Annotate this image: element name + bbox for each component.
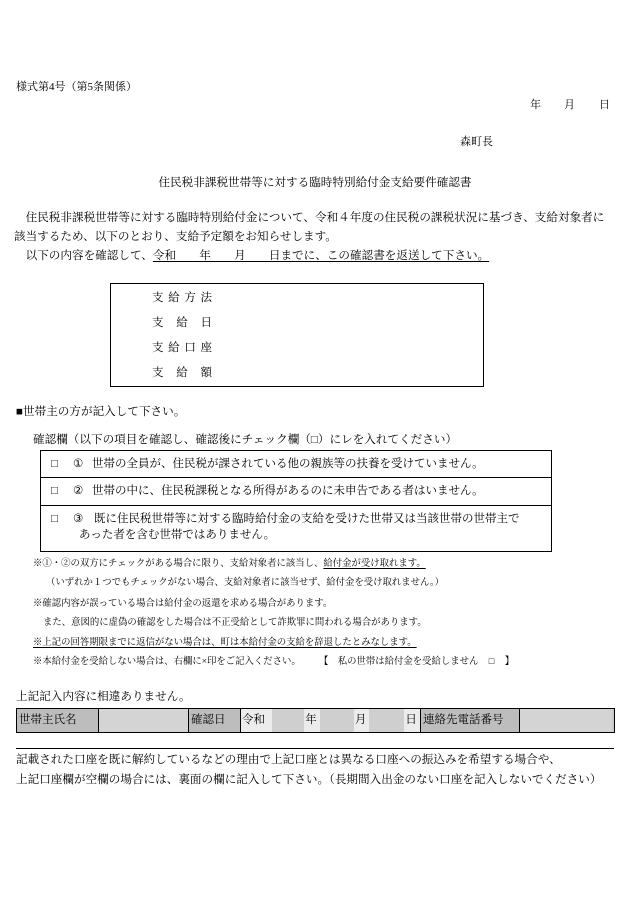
check-row-1 xyxy=(41,451,551,477)
intro-line-2: 該当するため、以下のとおり、支給予定額をお知らせします。 xyxy=(14,230,337,243)
check-text-3-line-1: 既に住民税世帯等に対する臨時給付金の支給を受けた世帯又は当該世帯の世帯主で xyxy=(94,513,520,525)
note-1 xyxy=(33,560,426,569)
check-text-1: 世帯の全員が、住民税が課されている他の親族等の扶養を受けていません。 xyxy=(92,458,484,470)
payment-date-label: 支給日 xyxy=(152,317,212,329)
head-of-household-name-field[interactable] xyxy=(99,709,189,732)
check-box-3[interactable]: □ xyxy=(51,513,58,525)
confirm-date-month-input[interactable] xyxy=(320,709,354,732)
note-1-underlined: 給付金が受け取れます。 xyxy=(323,559,426,569)
check-box-1[interactable]: □ xyxy=(51,458,58,470)
check-number-1: ① xyxy=(73,458,84,470)
document-title: 住民税非課税世帯等に対する臨時特別給付金支給要件確認書 xyxy=(158,176,472,189)
decline-check-box[interactable]: □ xyxy=(488,657,495,667)
confirmation-checklist xyxy=(40,450,552,552)
check-box-2[interactable]: □ xyxy=(51,485,58,497)
payment-account-label: 支給口座 xyxy=(152,342,212,354)
intro-line-3-prefix: 以下の内容を確認して、 xyxy=(14,249,153,262)
return-deadline: 令和 年 月 日までに、この確認書を返送して下さい。 xyxy=(152,249,490,262)
footer-line-1: 記載された口座を既に解約しているなどの理由で上記口座とは異なる口座への振込みを希望する場合や、 xyxy=(16,753,561,766)
decline-bracket-close: 】 xyxy=(504,657,515,667)
check-number-3: ③ xyxy=(73,513,84,525)
confirm-date-year-input[interactable] xyxy=(272,709,304,732)
confirm-date-label: 確認日 xyxy=(189,709,241,732)
note-4: ※上記の回答期限までに返信がない場合は、町は本給付金の支給を辞退したとみなします。 xyxy=(33,638,417,648)
confirm-date-month-label: 月 xyxy=(354,709,370,732)
note-1-sub: （いずれか１つでもチェックがない場合、支給対象者に該当せず、給付金を受け取れません。） xyxy=(46,578,444,588)
form-number: 様式第4号（第5条関係） xyxy=(16,81,137,93)
note-3: また、意図的に虚偽の確認をした場合は不正受給として詐欺罪に問われる場合があります。 xyxy=(43,618,427,628)
payment-amount-label: 支給額 xyxy=(152,367,212,379)
date-year-label: 年 xyxy=(530,99,541,111)
date-month-label: 月 xyxy=(564,99,575,111)
note-5: ※本給付金を受給しない場合は、右欄に×印をご記入ください。 xyxy=(33,657,301,667)
confirm-date-year-label: 年 xyxy=(304,709,320,732)
head-of-household-label: 世帯主氏名 xyxy=(17,709,99,732)
confirm-date-era: 令和 xyxy=(241,709,272,732)
intro-line-3 xyxy=(14,250,489,262)
attestation: 上記記入内容に相違ありません。 xyxy=(16,690,191,703)
check-number-2: ② xyxy=(73,485,84,497)
divider xyxy=(16,748,614,749)
confirm-date-day-label: 日 xyxy=(404,709,420,732)
phone-label: 連絡先電話番号 xyxy=(421,709,520,732)
note-1-prefix: ※①・②の双方にチェックがある場合に限り、支給対象者に該当し、 xyxy=(33,559,324,569)
addressee: 森町長 xyxy=(460,136,493,148)
decline-text: 【 私の世帯は給付金を受給しません xyxy=(319,657,479,667)
check-text-3-line-2: あった者を含む世帯ではありません。 xyxy=(79,529,276,541)
payment-info-box xyxy=(110,283,484,387)
note-2: ※確認内容が誤っている場合は給付金の返還を求める場合があります。 xyxy=(33,599,333,609)
check-text-2: 世帯の中に、住民税課税となる所得があるのに未申告である者はいません。 xyxy=(92,485,484,497)
payment-method-label: 支給方法 xyxy=(152,292,212,304)
decline-declaration xyxy=(319,658,514,667)
check-row-2 xyxy=(41,477,551,505)
footer-line-2: 上記口座欄が空欄の場合には、裏面の欄に記入して下さい。（長期間入出金のない口座を記入しないでください） xyxy=(16,773,602,786)
confirm-instruction: 確認欄（以下の項目を確認し、確認後にチェック欄（□）にレを入れてください） xyxy=(33,433,458,446)
date-day-label: 日 xyxy=(599,99,610,111)
intro-line-1: 住民税非課税世帯等に対する臨時特別給付金について、令和４年度の住民税の課税状況に基づき、支給対象者に xyxy=(14,211,605,224)
phone-field[interactable] xyxy=(520,709,612,732)
check-row-3 xyxy=(41,505,551,552)
confirm-date-day-input[interactable] xyxy=(369,709,404,732)
confirm-date-field[interactable] xyxy=(241,709,421,732)
section-heading: ■世帯主の方が記入して下さい。 xyxy=(16,405,186,418)
signature-row xyxy=(16,708,615,733)
